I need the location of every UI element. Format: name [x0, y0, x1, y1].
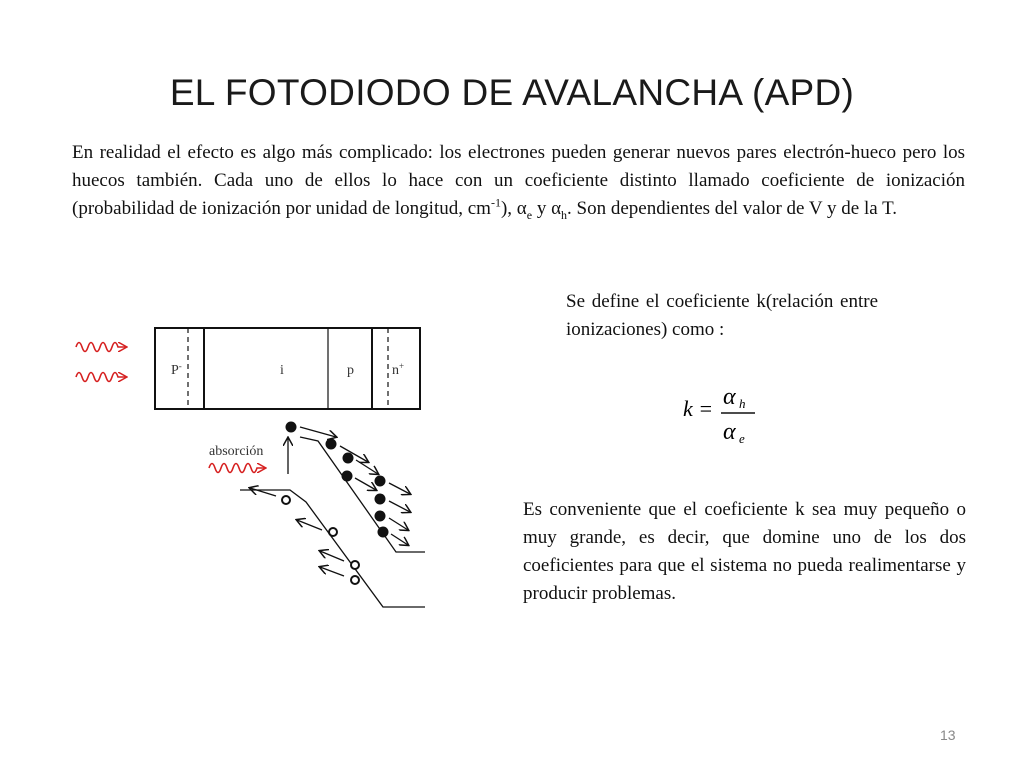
- alpha-h-symbol: α: [551, 198, 562, 219]
- electron-drift-arrow: [300, 427, 336, 437]
- electron-dot: [286, 422, 297, 433]
- region-label-n-plus: n+: [392, 361, 405, 378]
- formula-numerator-sub: h: [739, 396, 746, 411]
- hole-dot: [282, 496, 290, 504]
- intro-text-1: En realidad el efecto es algo más complicado: los electrones pueden generar nuevos pares electrón-hueco pero los huecos también. Cada uno de ellos lo hace con un coeficiente distinto llamado coeficiente de ionización (probabilidad de ionización por unidad de longitud, cm: [72, 142, 965, 219]
- formula-numerator-alpha: α: [723, 384, 736, 410]
- k-formula: [683, 384, 783, 454]
- definition-text: Se define el coeficiente k(relación entre ionizaciones) como :: [566, 291, 878, 340]
- photon-wave-icon: [76, 343, 126, 352]
- hole-dot: [351, 576, 359, 584]
- hole-drift-arrow: [297, 520, 322, 530]
- pin-device-body: [155, 328, 420, 409]
- alpha-e-subscript: e: [526, 207, 533, 222]
- electron-dot: [375, 494, 386, 505]
- page-number: 13: [940, 727, 956, 743]
- intro-text-3: y: [532, 198, 552, 219]
- formula-denominator-sub: e: [739, 431, 745, 446]
- photon-wave-icon: [76, 373, 126, 382]
- region-label-p: p: [347, 363, 354, 378]
- region-label-i: i: [280, 363, 284, 378]
- alpha-h-subscript: h: [561, 207, 568, 222]
- conclusion-paragraph: Es conveniente que el coeficiente k sea muy pequeño o muy grande, es decir, que domine uno de los dos coeficientes para que el sistema no pueda realimentarse y producir problemas.: [523, 499, 966, 604]
- hole-dot: [351, 561, 359, 569]
- electron-dot: [343, 453, 354, 464]
- formula-lhs: k =: [683, 396, 714, 421]
- hole-dot: [329, 528, 337, 536]
- unit-exponent: -1: [490, 195, 501, 210]
- slide-title: EL FOTODIODO DE AVALANCHA (APD): [169, 72, 855, 113]
- intro-text-2: ),: [500, 198, 517, 219]
- electron-dot: [378, 527, 389, 538]
- electron-drift-arrow: [391, 534, 408, 545]
- absorption-label: absorción: [209, 444, 264, 459]
- region-label-p-minus: P-: [171, 361, 182, 378]
- electron-drift-arrow: [355, 478, 376, 490]
- intro-text-4: . Son dependientes del valor de V y de la T.: [567, 198, 898, 219]
- electron-dot: [375, 511, 386, 522]
- electron-drift-arrow: [389, 483, 410, 494]
- electron-dot: [375, 476, 386, 487]
- electron-dot: [342, 471, 353, 482]
- electron-dot: [326, 439, 337, 450]
- absorption-photon-icon: [209, 464, 265, 473]
- hole-drift-arrow: [320, 567, 344, 576]
- electron-drift-arrow: [389, 518, 408, 530]
- hole-drift-arrow: [250, 488, 276, 496]
- valence-band-edge: [240, 490, 425, 607]
- formula-denominator-alpha: α: [723, 419, 736, 445]
- conduction-band-edge: [300, 437, 425, 552]
- electron-drift-arrow: [389, 501, 410, 512]
- hole-drift-arrow: [320, 551, 344, 561]
- intro-paragraph: [72, 139, 965, 223]
- apd-diagram: [60, 320, 440, 620]
- alpha-e-symbol: α: [516, 198, 527, 219]
